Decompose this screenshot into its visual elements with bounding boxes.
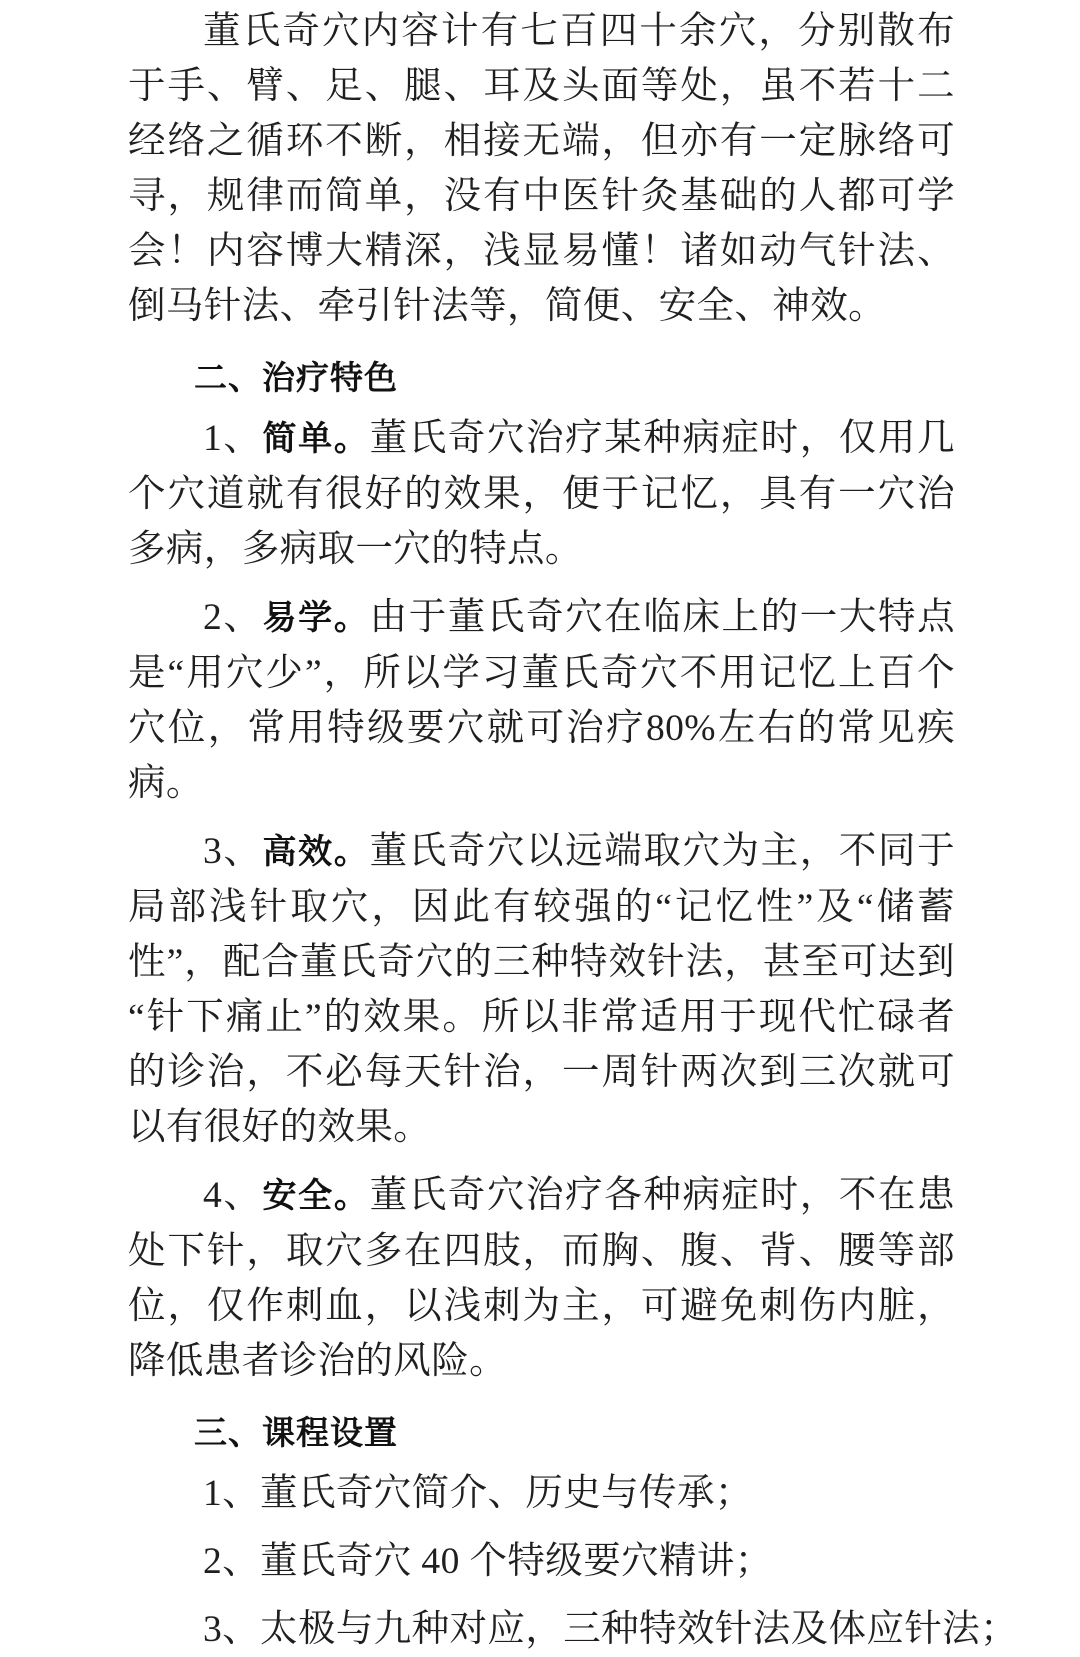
feature-item-effective — [128, 824, 955, 1155]
feature-item-effective-lead: 高效。 — [262, 832, 370, 872]
feature-item-easy-to-learn-text: 由于董氏奇穴在临床上的一大特点是“用穴少”，所以学习董氏奇穴不用记忆上百个穴位，常用特级要穴就可治疗80%左右的常见疾病。 — [128, 597, 955, 804]
course-item-3: 3、太极与九种对应，三种特效针法及体应针法； — [203, 1609, 1019, 1650]
course-item-2: 2、董氏奇穴 40 个特级要穴精讲； — [203, 1541, 773, 1582]
feature-item-easy-to-learn — [128, 590, 955, 811]
feature-item-effective-text: 董氏奇穴以远端取穴为主，不同于局部浅针取穴，因此有较强的“记忆性”及“储蓄性”，配合董氏奇穴的三种特效针法，甚至可达到“针下痛止”的效果。所以非常适用于现代忙碌者的诊治，不必每天针治，一周针两次到三次就可以有很好的效果。 — [128, 831, 955, 1148]
feature-item-simple-text: 董氏奇穴治疗某种病症时，仅用几个穴道就有很好的效果，便于记忆，具有一穴治多病，多病取一穴的特点。 — [128, 418, 955, 570]
feature-item-simple-number: 1、 — [203, 418, 263, 459]
document-body — [128, 0, 1019, 1657]
section-heading-course-setup: 三、课程设置 — [194, 1413, 398, 1452]
feature-item-effective-number: 3、 — [203, 831, 263, 872]
feature-item-safe-lead: 安全。 — [262, 1176, 370, 1216]
intro-paragraph: 董氏奇穴内容计有七百四十余穴，分别散布于手、臂、足、腿、耳及头面等处，虽不若十二经络之循环不断，相接无端，但亦有一定脉络可寻，规律而简单，没有中医针灸基础的人都可学会！内容博大精深，浅显易懂！诸如动气针法、倒马针法、牵引针法等，简便、安全、神效。 — [128, 11, 955, 327]
feature-item-simple-lead: 简单。 — [262, 419, 370, 459]
section-heading-treatment-features: 二、治疗特色 — [194, 358, 398, 397]
feature-item-safe — [128, 1168, 955, 1389]
feature-item-easy-to-learn-lead: 易学。 — [262, 598, 370, 638]
feature-item-safe-number: 4、 — [203, 1175, 263, 1216]
feature-item-simple — [128, 411, 955, 577]
feature-item-safe-text: 董氏奇穴治疗各种病症时，不在患处下针，取穴多在四肢，而胸、腹、背、腰等部位，仅作刺血，以浅刺为主，可避免刺伤内脏，降低患者诊治的风险。 — [128, 1175, 955, 1382]
feature-item-easy-to-learn-number: 2、 — [203, 597, 263, 638]
course-item-1: 1、董氏奇穴简介、历史与传承； — [203, 1473, 753, 1514]
